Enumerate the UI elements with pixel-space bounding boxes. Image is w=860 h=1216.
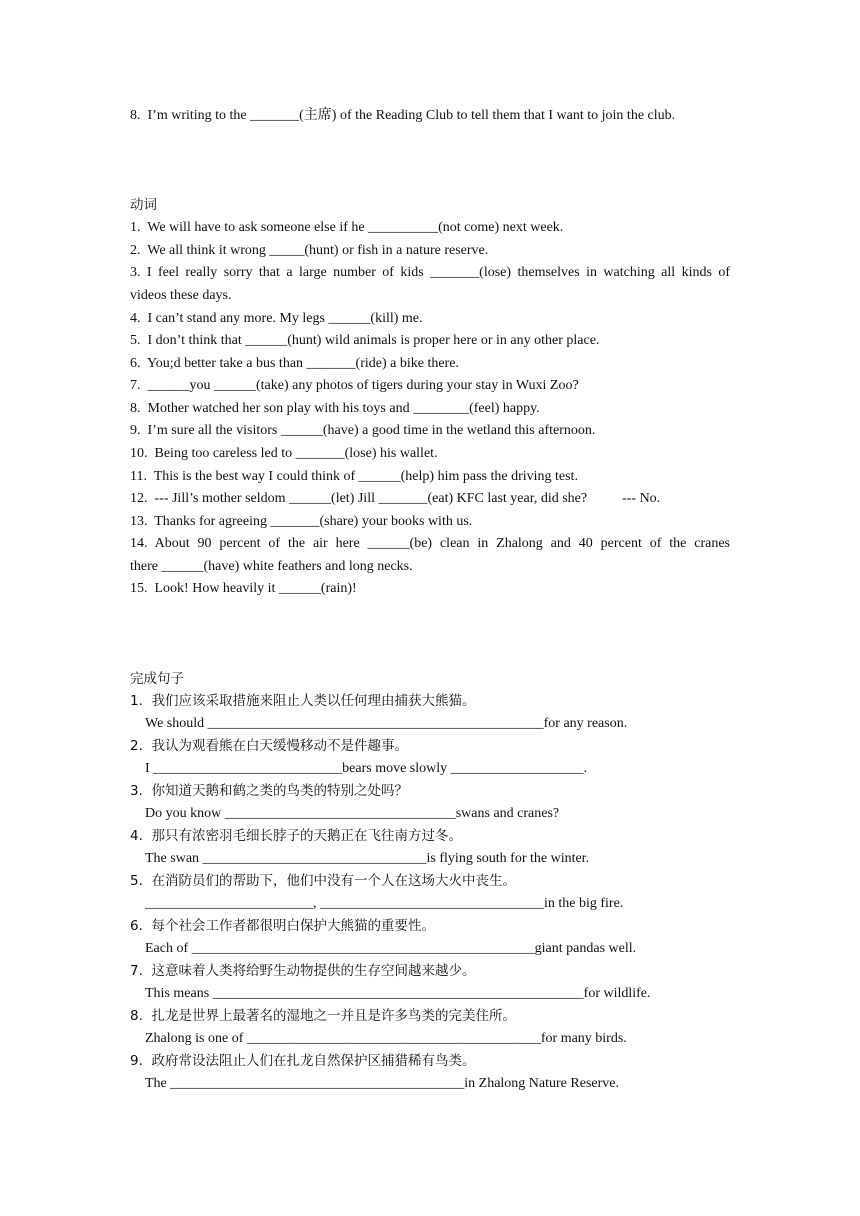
sentence-7-prompt: 7. 这意味着人类将给野生动物提供的生存空间越来越少。 xyxy=(130,963,476,979)
sentence-2-answer: I ___________________________bears move slowly ___________________. xyxy=(145,761,588,776)
sentence-2-prompt: 2. 我认为观看熊在白天缓慢移动不是件趣事。 xyxy=(130,738,408,754)
sentence-7-answer: This means _____________________________________________________for wildlife. xyxy=(145,986,651,1001)
sentence-4-answer: The swan ________________________________is flying south for the winter. xyxy=(145,851,590,866)
verb-question-3-cont: videos these days. xyxy=(130,288,232,303)
verb-question-14: 14. About 90 percent of the air here ______(be) clean in Zhalong and 40 percent of the cranes xyxy=(130,536,730,551)
sentences-heading: 完成句子 xyxy=(130,671,184,687)
verb-question-11: 11. This is the best way I could think of ______(help) him pass the driving test. xyxy=(130,469,578,484)
question-8-top: 8. I’m writing to the _______(主席) of the Reading Club to tell them that I want to join the club. xyxy=(130,108,676,123)
verb-question-15: 15. Look! How heavily it ______(rain)! xyxy=(130,581,357,596)
sentence-3-prompt: 3. 你知道天鹅和鹤之类的鸟类的特别之处吗？ xyxy=(130,783,408,799)
verb-question-13: 13. Thanks for agreeing _______(share) your books with us. xyxy=(130,514,473,529)
verb-question-12: 12. --- Jill’s mother seldom ______(let) Jill _______(eat) KFC last year, did she? --- No. xyxy=(130,491,661,506)
sentence-9-prompt: 9. 政府常设法阻止人们在扎龙自然保护区捕猎稀有鸟类。 xyxy=(130,1053,476,1069)
verb-question-3: 3. I feel really sorry that a large number of kids _______(lose) themselves in watching all kinds of xyxy=(130,265,730,280)
verb-question-1: 1. We will have to ask someone else if he __________(not come) next week. xyxy=(130,220,564,235)
sentence-1-answer: We should ________________________________________________for any reason. xyxy=(145,716,628,731)
verb-question-9: 9. I’m sure all the visitors ______(have) a good time in the wetland this afternoon. xyxy=(130,423,596,438)
sentence-8-answer: Zhalong is one of __________________________________________for many birds. xyxy=(145,1031,627,1046)
sentence-4-prompt: 4. 那只有浓密羽毛细长脖子的天鹅正在飞往南方过冬。 xyxy=(130,828,462,844)
sentence-5-answer: ________________________, ________________________________in the big fire. xyxy=(145,896,624,911)
sentence-8-prompt: 8. 扎龙是世界上最著名的湿地之一并且是许多鸟类的完美住所。 xyxy=(130,1008,516,1024)
sentence-9-answer: The __________________________________________in Zhalong Nature Reserve. xyxy=(145,1076,619,1091)
sentence-5-prompt: 5. 在消防员们的帮助下，他们中没有一个人在这场大火中丧生。 xyxy=(130,873,516,889)
sentence-3-answer: Do you know _________________________________swans and cranes? xyxy=(145,806,560,821)
verb-question-4: 4. I can’t stand any more. My legs ______(kill) me. xyxy=(130,311,423,326)
verb-question-5: 5. I don’t think that ______(hunt) wild animals is proper here or in any other place. xyxy=(130,333,600,348)
verb-question-7: 7. ______you ______(take) any photos of tigers during your stay in Wuxi Zoo? xyxy=(130,378,579,393)
sentence-6-prompt: 6. 每个社会工作者都很明白保护大熊猫的重要性。 xyxy=(130,918,435,934)
verb-question-14-cont: there ______(have) white feathers and long necks. xyxy=(130,559,413,574)
verb-question-10: 10. Being too careless led to _______(lose) his wallet. xyxy=(130,446,438,461)
verbs-heading: 动词 xyxy=(130,197,157,213)
verb-question-2: 2. We all think it wrong _____(hunt) or fish in a nature reserve. xyxy=(130,243,489,258)
sentence-1-prompt: 1. 我们应该采取措施来阻止人类以任何理由捕获大熊猫。 xyxy=(130,693,476,709)
verb-question-8: 8. Mother watched her son play with his toys and ________(feel) happy. xyxy=(130,401,540,416)
sentence-6-answer: Each of _________________________________________________giant pandas well. xyxy=(145,941,637,956)
verb-question-6: 6. You;d better take a bus than _______(ride) a bike there. xyxy=(130,356,459,371)
